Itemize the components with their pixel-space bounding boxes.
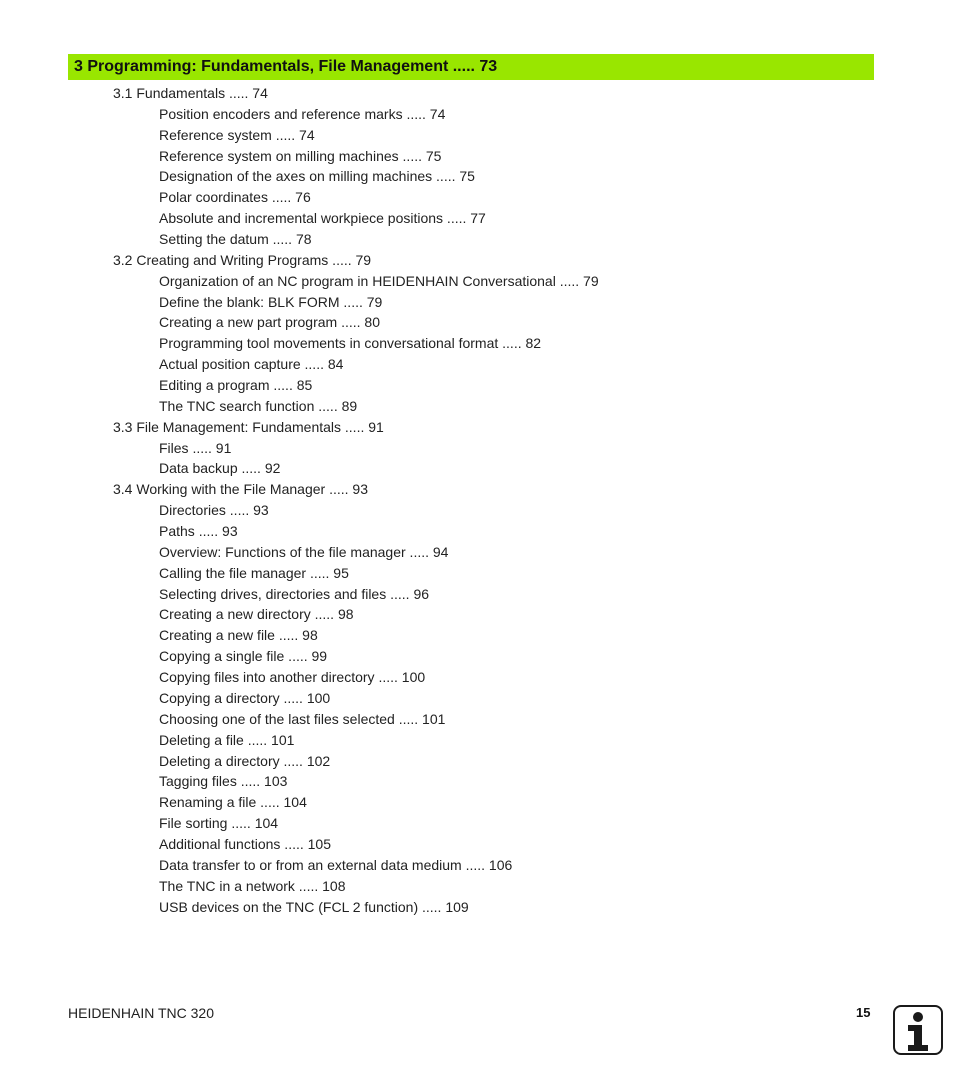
toc-subsection-entry[interactable]: Polar coordinates ..... 76 (159, 189, 311, 206)
toc-subsection-entry[interactable]: Calling the file manager ..... 95 (159, 564, 349, 581)
toc-subsection-entry[interactable]: Copying a single file ..... 99 (159, 648, 328, 665)
toc-subsection-entry[interactable]: Files ..... 91 (159, 439, 232, 456)
toc-section-entry[interactable]: 3.1 Fundamentals ..... 74 (113, 85, 268, 101)
toc-subsection-entry[interactable]: Data transfer to or from an external data medium ..... 106 (159, 856, 513, 873)
toc-subsection-entry[interactable]: Reference system on milling machines ..... 75 (159, 147, 442, 164)
toc-subsection-entry[interactable]: The TNC search function ..... 89 (159, 397, 358, 414)
toc-subsection-entry[interactable]: Setting the datum ..... 78 (159, 231, 312, 248)
toc-subsection-entry[interactable]: Define the blank: BLK FORM ..... 79 (159, 293, 383, 310)
page-number: 15 (856, 1005, 871, 1020)
toc-subsection-entry[interactable]: Deleting a file ..... 101 (159, 731, 295, 748)
toc-subsection-entry[interactable]: Programming tool movements in conversational format ..... 82 (159, 335, 542, 352)
toc-subsection-entry[interactable]: Organization of an NC program in HEIDENHAIN Conversational ..... 79 (159, 272, 599, 289)
footer-product-name: HEIDENHAIN TNC 320 (68, 1005, 215, 1021)
toc-subsection-entry[interactable]: Editing a program ..... 85 (159, 377, 313, 394)
toc-subsection-entry[interactable]: Renaming a file ..... 104 (159, 794, 307, 811)
info-icon (893, 1005, 943, 1055)
toc-section-entry[interactable]: 3.4 Working with the File Manager ..... 93 (113, 481, 368, 498)
table-of-contents (0, 83, 954, 917)
toc-subsection-entry[interactable]: USB devices on the TNC (FCL 2 function) ..... 109 (159, 898, 469, 915)
toc-section-entry[interactable]: 3.3 File Management: Fundamentals ..... 91 (113, 418, 384, 435)
toc-subsection-entry[interactable]: Designation of the axes on milling machines ..... 75 (159, 168, 475, 185)
toc-subsection-entry[interactable]: The TNC in a network ..... 108 (159, 877, 346, 894)
toc-section-entry[interactable]: 3.2 Creating and Writing Programs ..... 79 (113, 251, 372, 268)
toc-subsection-entry[interactable]: Additional functions ..... 105 (159, 835, 331, 852)
toc-subsection-entry[interactable]: Absolute and incremental workpiece positions ..... 77 (159, 210, 486, 227)
toc-subsection-entry[interactable]: Tagging files ..... 103 (159, 773, 288, 790)
toc-subsection-entry[interactable]: Directories ..... 93 (159, 502, 269, 519)
toc-subsection-entry[interactable]: Reference system ..... 74 (159, 126, 315, 143)
chapter-title[interactable]: 3 Programming: Fundamentals, File Management ..... 73 (74, 58, 498, 75)
toc-subsection-entry[interactable]: Actual position capture ..... 84 (159, 356, 344, 373)
toc-subsection-entry[interactable]: Creating a new directory ..... 98 (159, 606, 354, 623)
toc-subsection-entry[interactable]: Creating a new file ..... 98 (159, 627, 318, 644)
toc-subsection-entry[interactable]: Position encoders and reference marks ..... 74 (159, 105, 446, 122)
chapter-heading (68, 54, 874, 80)
toc-subsection-entry[interactable]: Data backup ..... 92 (159, 460, 281, 477)
toc-subsection-entry[interactable]: Copying files into another directory ..... 100 (159, 669, 426, 686)
toc-subsection-entry[interactable]: Choosing one of the last files selected ..... 101 (159, 710, 446, 727)
toc-subsection-entry[interactable]: Overview: Functions of the file manager ..... 94 (159, 543, 449, 560)
toc-subsection-entry[interactable]: Copying a directory ..... 100 (159, 689, 331, 706)
toc-subsection-entry[interactable]: Selecting drives, directories and files ..... 96 (159, 585, 430, 602)
toc-subsection-entry[interactable]: Paths ..... 93 (159, 523, 238, 540)
toc-subsection-entry[interactable]: Deleting a directory ..... 102 (159, 752, 331, 769)
toc-subsection-entry[interactable]: Creating a new part program ..... 80 (159, 314, 380, 331)
toc-subsection-entry[interactable]: File sorting ..... 104 (159, 815, 279, 832)
